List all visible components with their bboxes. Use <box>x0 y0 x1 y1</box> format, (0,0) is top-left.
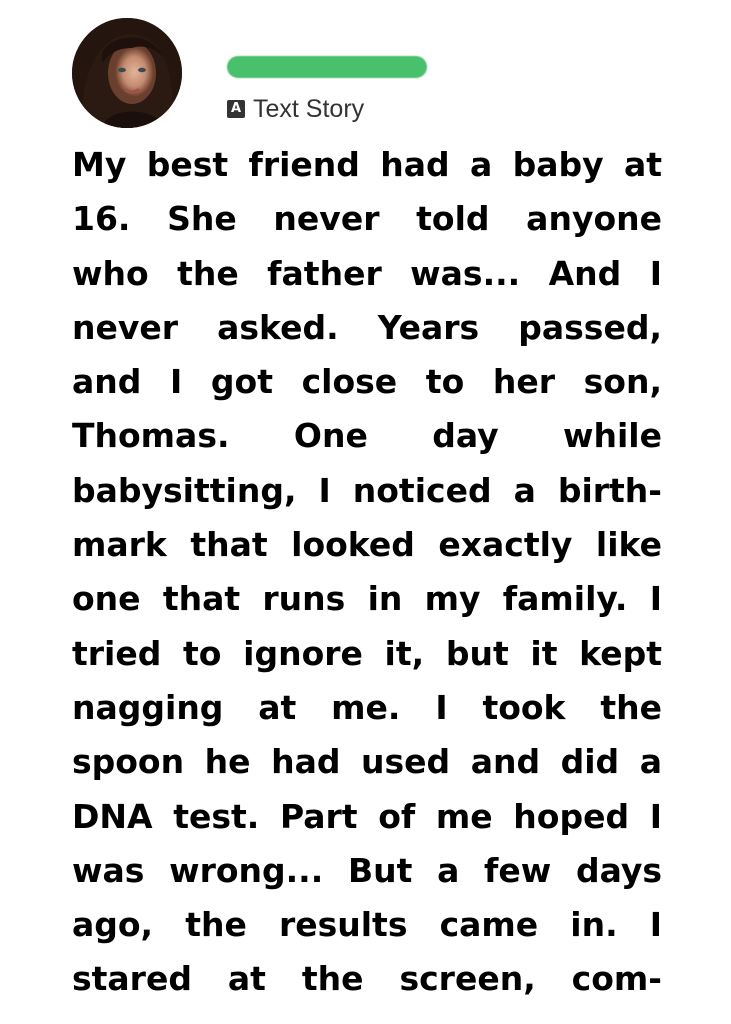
story-line: one that runs in my family. I <box>72 579 662 619</box>
story-line: DNA test. Part of me hoped I <box>72 796 662 836</box>
story-line: never asked. Years passed, <box>72 307 662 347</box>
story-line: ago, the results came in. I <box>72 905 662 945</box>
username-redaction <box>227 56 427 78</box>
story-line: was wrong... But a few days <box>72 850 662 890</box>
story-line: Thomas. One day while <box>72 416 662 456</box>
story-text <box>72 138 662 1007</box>
story-line: babysitting, I noticed a birth- <box>72 470 662 510</box>
story-line: stared at the screen, com- <box>72 959 662 999</box>
story-line: nagging at me. I took the <box>72 687 662 727</box>
story-line: 16. She never told anyone <box>72 199 662 239</box>
post-type <box>227 94 364 124</box>
story-line: and I got close to her son, <box>72 362 662 402</box>
story-line: My best friend had a baby at <box>72 145 662 184</box>
post-type-label: Text Story <box>253 94 365 123</box>
story-line: spoon he had used and did a <box>72 742 662 782</box>
post-header <box>72 16 672 131</box>
letter-a-icon: A <box>227 100 245 118</box>
story-line: who the father was... And I <box>72 253 662 293</box>
avatar[interactable] <box>72 18 182 128</box>
story-line: tried to ignore it, but it kept <box>72 633 662 673</box>
story-line: mark that looked exactly like <box>72 525 662 565</box>
avatar-image <box>72 18 182 128</box>
